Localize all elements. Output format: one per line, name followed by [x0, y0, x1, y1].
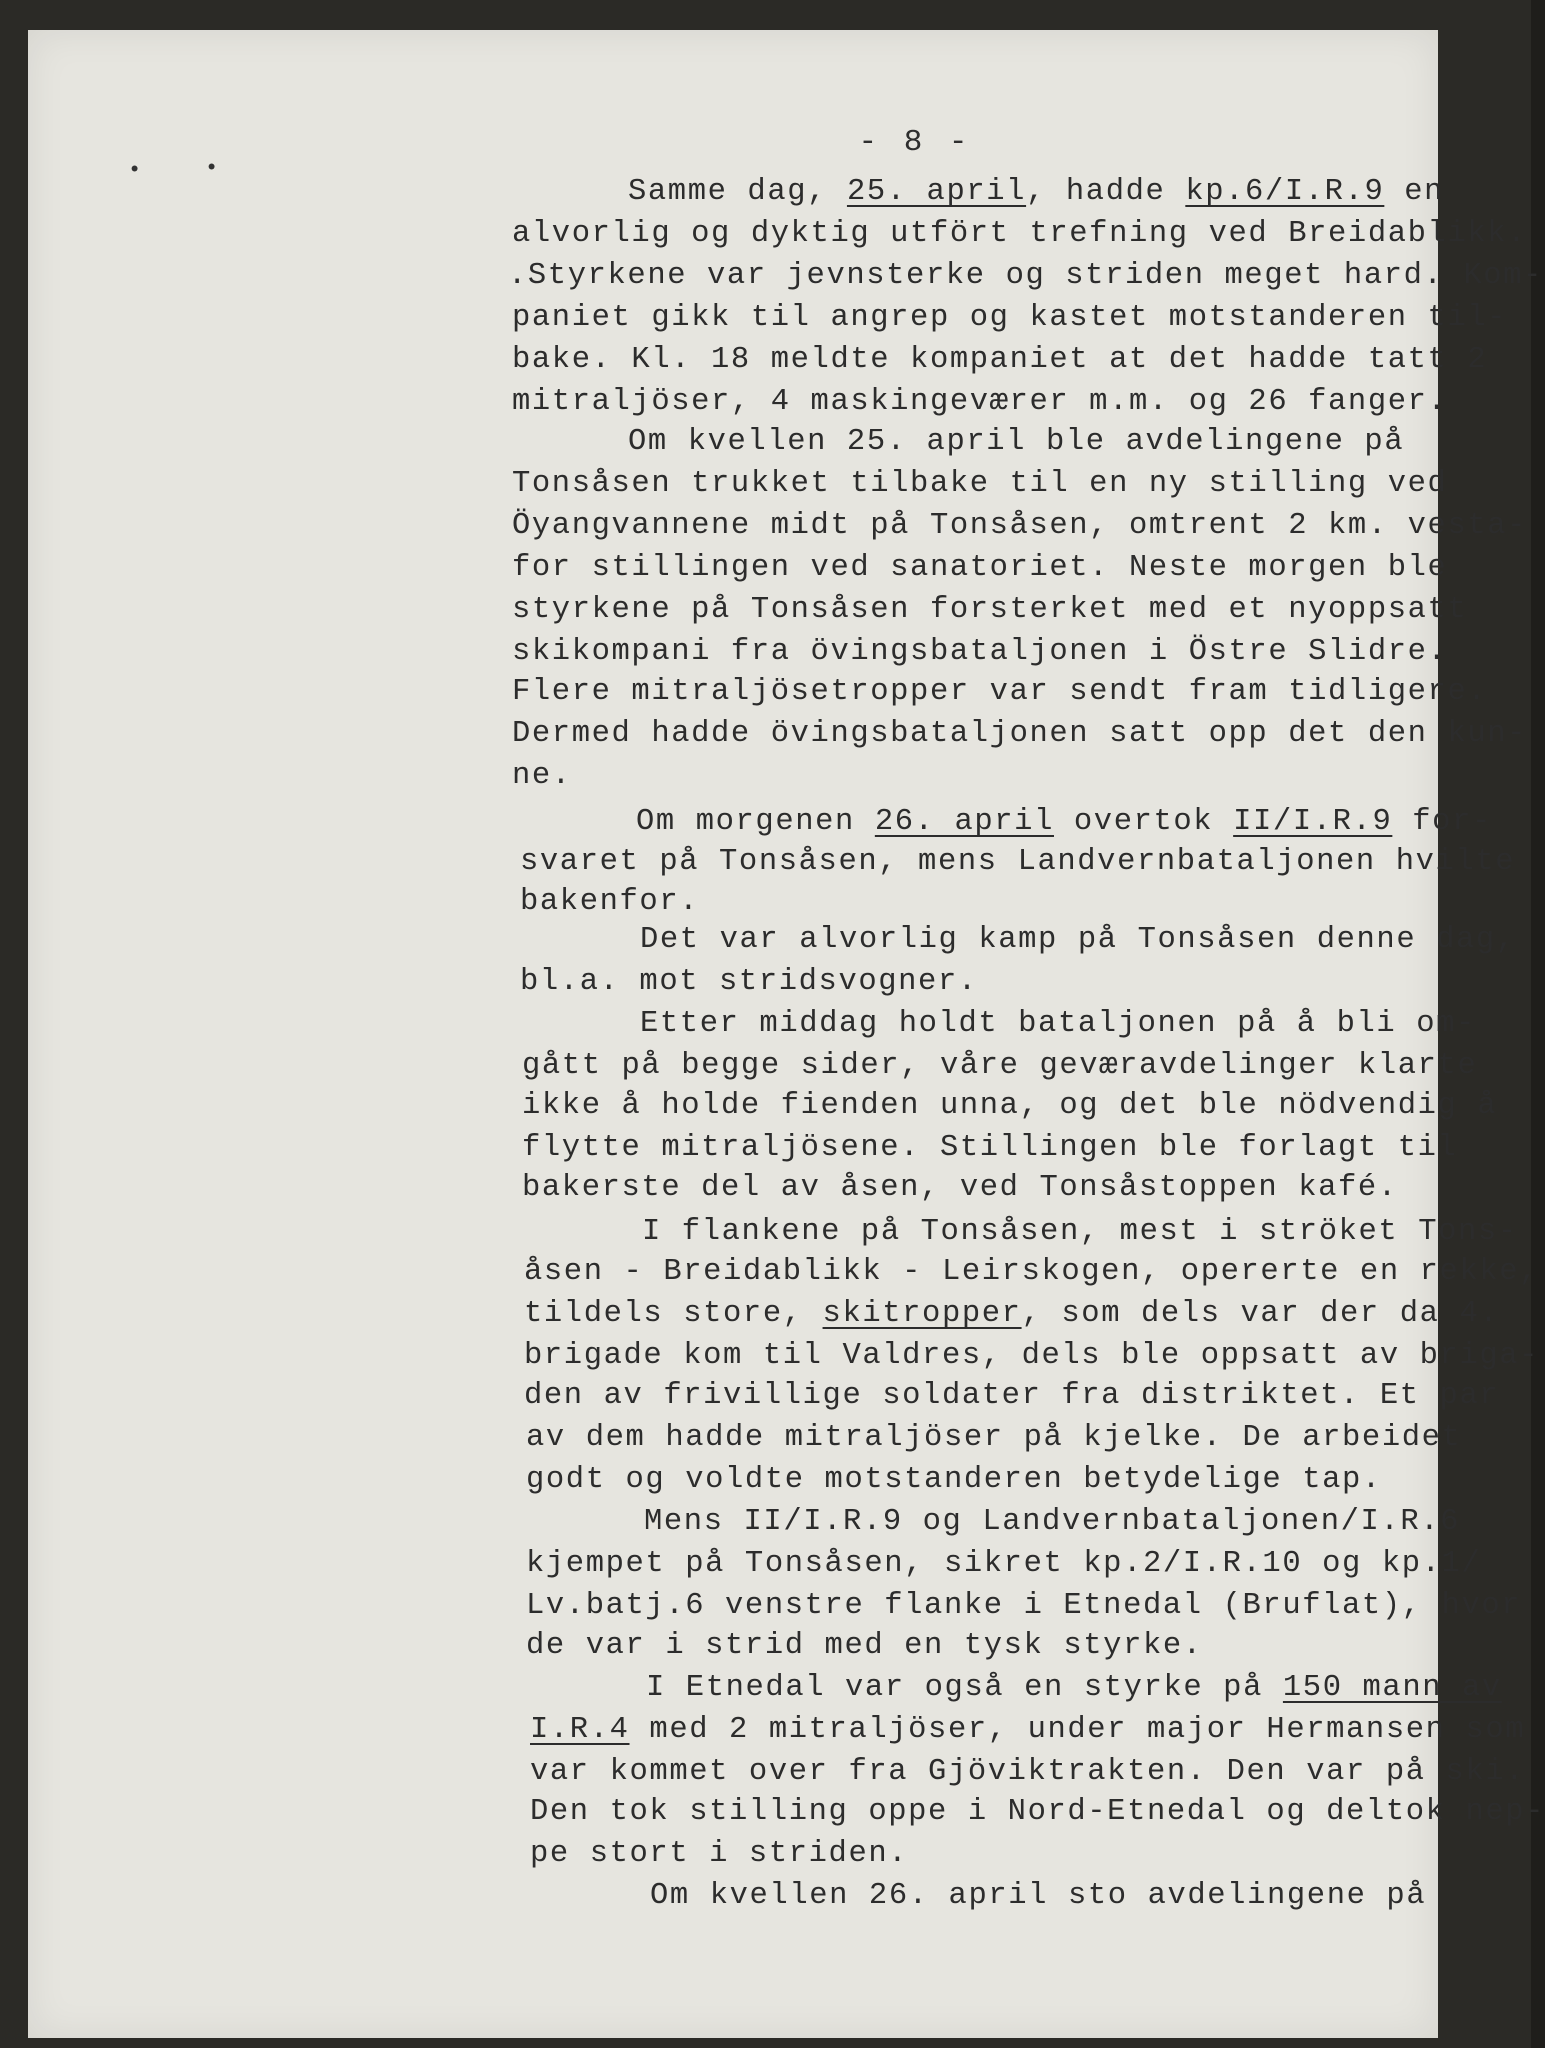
punch-mark-right: • [205, 156, 219, 181]
text-line: mitraljöser, 4 maskingeværer m.m. og 26 fanger. [512, 385, 1448, 419]
text-line: godt og voldte motstanderen betydelige tap. [526, 1463, 1382, 1497]
text-line: Samme dag, 25. april, hadde kp.6/I.R.9 en [628, 175, 1445, 209]
text-line: Om morgenen 26. april overtok II/I.R.9 for- [636, 805, 1492, 839]
text-line: av dem hadde mitraljöser på kjelke. De arbeidet [526, 1421, 1462, 1455]
text-line: Öyangvannene midt på Tonsåsen, omtrent 2 km. vesta- [512, 509, 1528, 543]
text-line: skikompani fra övingsbataljonen i Östre Slidre. [512, 635, 1448, 669]
text-line: tildels store, skitropper, som dels var der da 4. [524, 1297, 1500, 1331]
text-line: Om kvellen 25. april ble avdelingene på [628, 425, 1405, 459]
page-number: - 8 - [858, 125, 972, 160]
text-line: var kommet over fra Gjöviktrakten. Den var på ski. [530, 1755, 1526, 1789]
text-line: kjempet på Tonsåsen, sikret kp.2/I.R.10 og kp.1/ [526, 1547, 1482, 1581]
text-line: den av frivillige soldater fra distriktet. Et par [524, 1379, 1500, 1413]
text-line: Etter middag holdt bataljonen på å bli om- [640, 1007, 1476, 1041]
text-line: .Styrkene var jevnsterke og striden meget hard. Kom- [508, 259, 1543, 293]
text-line: ikke å holde fienden unna, og det ble nödvendig å [522, 1089, 1498, 1123]
text-line: svaret på Tonsåsen, mens Landvernbataljonen hvilte [520, 845, 1516, 879]
text-line: Lv.batj.6 venstre flanke i Etnedal (Bruflat), hvor [526, 1589, 1522, 1623]
text-line: bakenfor. [520, 885, 700, 919]
text-line: ne. [512, 759, 572, 793]
text-line: Mens II/I.R.9 og Landvernbataljonen/I.R.6 [644, 1505, 1461, 1539]
text-line: alvorlig og dyktig utfört trefning ved Breidablikk. [512, 217, 1528, 251]
text-line: paniet gikk til angrep og kastet motstanderen til- [512, 301, 1508, 335]
text-line: flytte mitraljösene. Stillingen ble forlagt til [522, 1131, 1458, 1165]
text-line: bakerste del av åsen, ved Tonsåstoppen kafé. [522, 1171, 1398, 1205]
text-line: Om kvellen 26. april sto avdelingene på [650, 1879, 1427, 1913]
text-line: Det var alvorlig kamp på Tonsåsen denne dag, [640, 923, 1516, 957]
text-line: brigade kom til Valdres, dels ble oppsatt av briga- [524, 1339, 1540, 1373]
text-line: gått på begge sider, våre geværavdelinger klarte [522, 1049, 1478, 1083]
text-line: I Etnedal var også en styrke på 150 mann av [646, 1671, 1502, 1705]
text-line: for stillingen ved sanatoriet. Neste morgen ble [512, 551, 1448, 585]
text-line: Flere mitraljösetropper var sendt fram tidligere. [512, 675, 1488, 709]
text-line: åsen - Breidablikk - Leirskogen, opererte en rekke, [524, 1255, 1540, 1289]
text-line: bl.a. mot stridsvogner. [520, 965, 978, 999]
text-line: bake. Kl. 18 meldte kompaniet at det hadde tatt 2 [512, 343, 1488, 377]
punch-mark-left: • [128, 158, 142, 183]
text-line: styrkene på Tonsåsen forsterket med et nyoppsatt [512, 593, 1468, 627]
text-line: Tonsåsen trukket tilbake til en ny stilling ved [512, 467, 1448, 501]
text-line: I flankene på Tonsåsen, mest i ströket Tons- [642, 1215, 1518, 1249]
page-edge-shadow [1531, 0, 1545, 2048]
text-line: pe stort i striden. [530, 1837, 909, 1871]
text-line: de var i strid med en tysk styrke. [526, 1629, 1203, 1663]
text-line: I.R.4 med 2 mitraljöser, under major Hermansen som [530, 1713, 1526, 1747]
text-line: Den tok stilling oppe i Nord-Etnedal og deltok nep- [530, 1795, 1545, 1829]
text-line: Dermed hadde övingsbataljonen satt opp det den kun- [512, 717, 1528, 751]
